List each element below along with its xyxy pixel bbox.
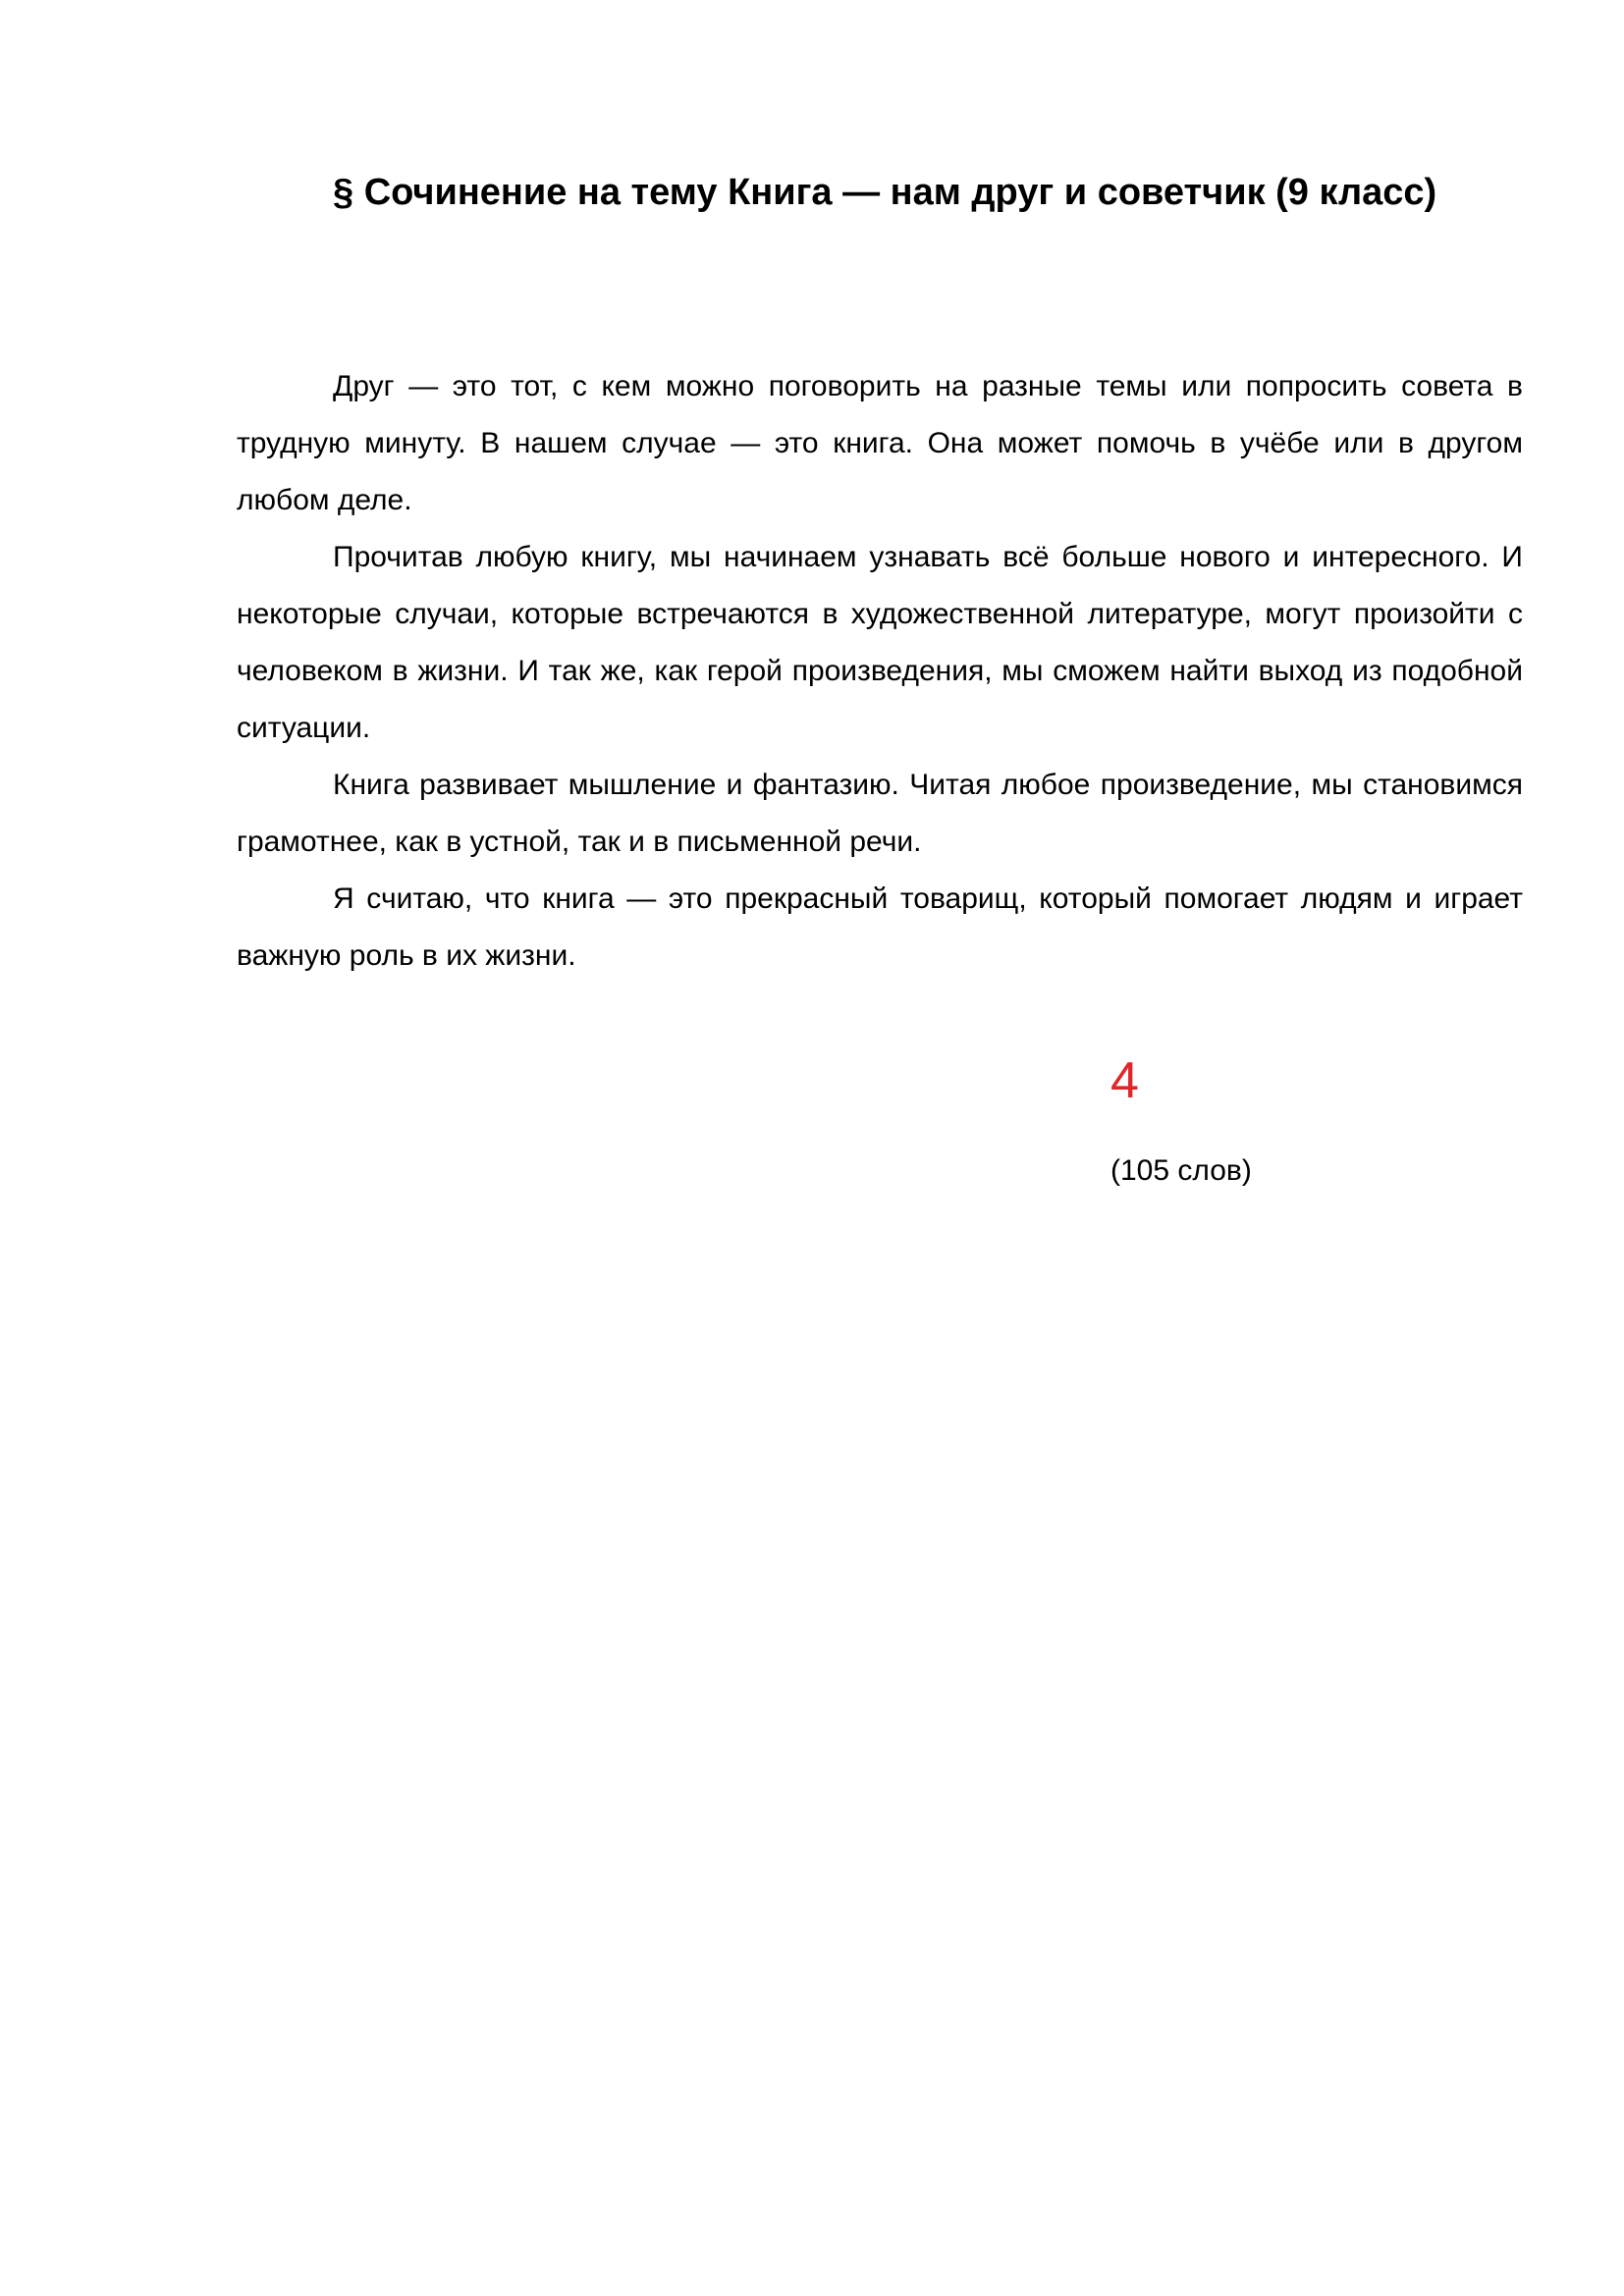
- essay-title: § Сочинение на тему Книга — нам друг и советчик (9 класс): [333, 172, 1437, 213]
- essay-body: [237, 358, 1523, 985]
- essay-paragraph: Я считаю, что книга — это прекрасный товарищ, который помогает людям и играет важную роль в их жизни.: [237, 882, 1523, 972]
- essay-paragraph: Прочитав любую книгу, мы начинаем узнавать всё больше нового и интересного. И некоторые случаи, которые встречаются в художественной литературе, могут произойти с человеком в жизни. И так же, как герой произведения, мы сможем найти выход из подобной ситуации.: [237, 541, 1523, 744]
- word-count: (105 слов): [1110, 1154, 1252, 1187]
- essay-paragraph: Друг — это тот, с кем можно поговорить на разные темы или попросить совета в трудную минуту. В нашем случае — это книга. Она может помочь в учёбе или в другом любом деле.: [237, 370, 1523, 516]
- essay-paragraph: Книга развивает мышление и фантазию. Читая любое произведение, мы становимся грамотнее, как в устной, так и в письменной речи.: [237, 769, 1523, 858]
- grade-mark: 4: [1110, 1052, 1139, 1109]
